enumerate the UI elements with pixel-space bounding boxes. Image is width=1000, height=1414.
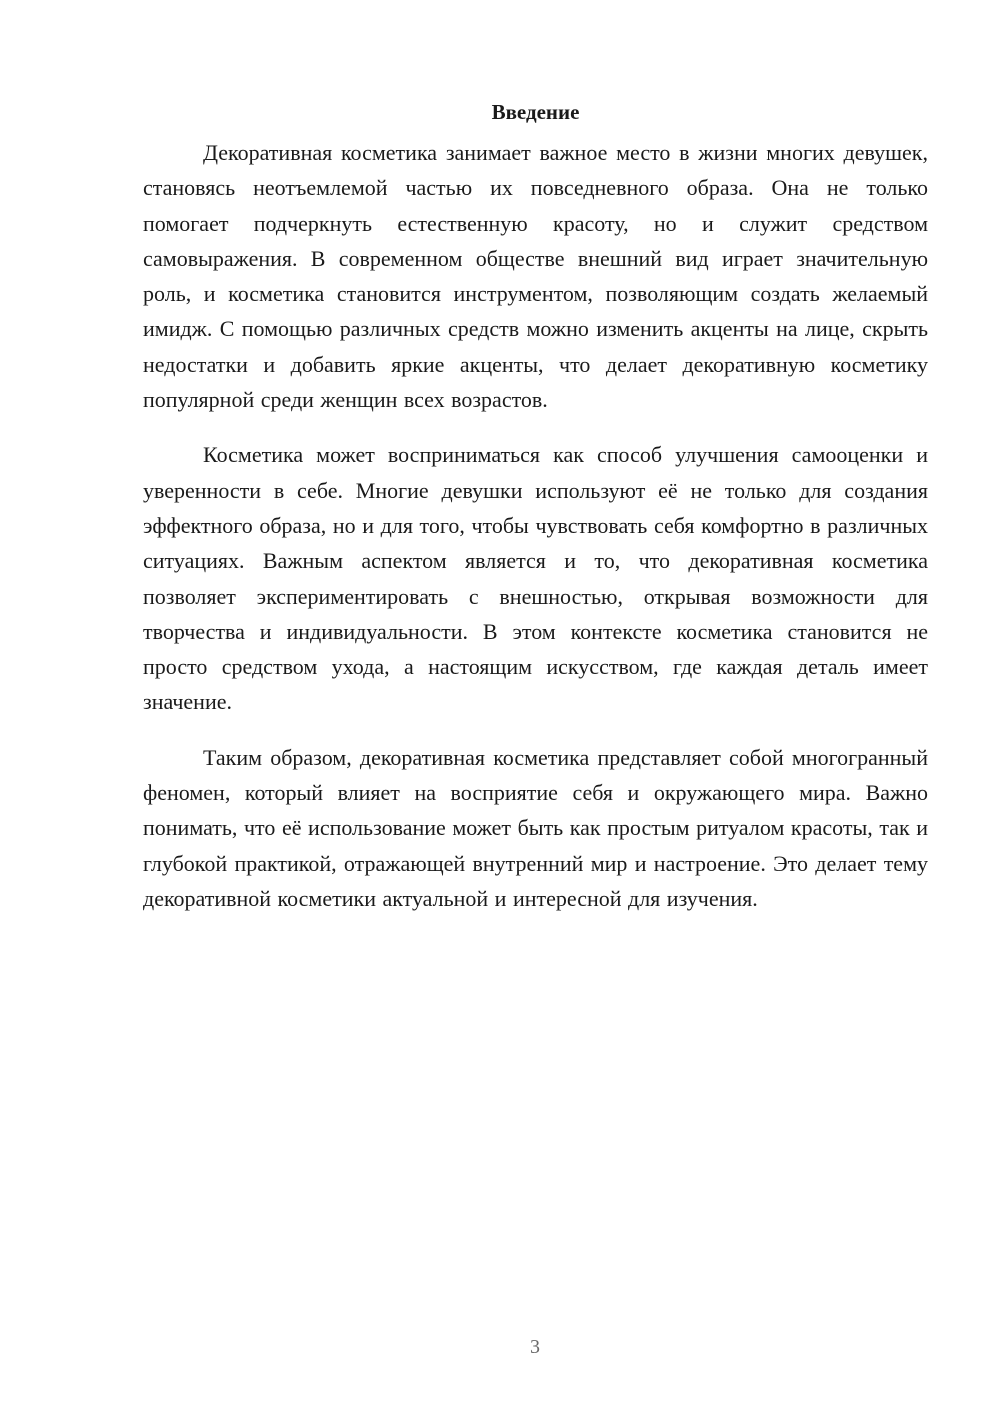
document-body [143, 94, 928, 936]
section-title: Введение [491, 100, 580, 124]
page-number: 3 [530, 1336, 540, 1358]
paragraph-1: Декоративная косметика занимает важное место в жизни многих девушек, становясь неотъемлемой частью их повседневного образа. Она не только помогает подчеркнуть естественную красоту, но и служит средством самовыражения. В современном обществе внешний вид играет значительную роль, и косметика становится инструментом, позволяющим создать желаемый имидж. С помощью различных средств можно изменить акценты на лице, скрыть недостатки и добавить яркие акценты, что делает декоративную косметику популярной среди женщин всех возрастов. [143, 140, 928, 413]
paragraph-3: Таким образом, декоративная косметика представляет собой многогранный феномен, который влияет на восприятие себя и окружающего мира. Важно понимать, что её использование может быть как простым ритуалом красоты, так и глубокой практикой, отражающей внутренний мир и настроение. Это делает тему декоративной косметики актуальной и интересной для изучения. [143, 744, 928, 911]
paragraph-2: Косметика может восприниматься как способ улучшения самооценки и уверенности в себе. Многие девушки используют её не только для создания эффектного образа, но и для того, чтобы чувствовать себя комфортно в различных ситуациях. Важным аспектом является и то, что декоративная косметика позволяет экспериментировать с внешностью, открывая возможности для творчества и индивидуальности. В этом контексте косметика становится не просто средством ухода, а настоящим искусством, где каждая деталь имеет значение. [143, 442, 928, 715]
